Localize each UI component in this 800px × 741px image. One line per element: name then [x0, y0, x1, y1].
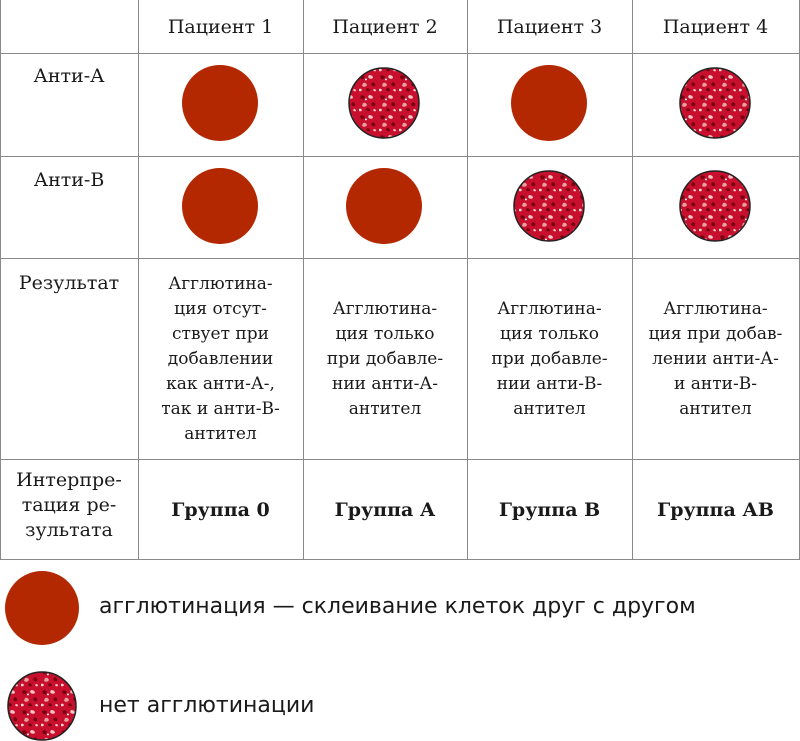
grid-line — [0, 559, 800, 560]
anti-b-patient-3-no-agglutination-circle — [514, 171, 584, 241]
result-text: Агглютина- ция только при добавле- нии анти-В- антител — [491, 298, 608, 419]
row-label-interpretation: Интерпре- тация ре- зультата — [16, 469, 122, 541]
group-patient-4: Группа АВ — [657, 498, 774, 521]
row-label-anti-a: Анти-А — [33, 65, 105, 87]
legend-agglutination-label: агглютинация — склеивание клеток друг с другом — [99, 594, 696, 619]
row-label-anti-b: Анти-В — [33, 169, 105, 191]
anti-a-patient-1-agglutination-circle — [182, 65, 258, 141]
result-patient-4 — [632, 259, 799, 459]
column-header-patient-1: Пациент 1 — [167, 15, 274, 38]
legend-icons — [0, 568, 90, 741]
result-patient-1 — [138, 259, 303, 459]
legend-no-agglutination-label: нет агглютинации — [99, 693, 315, 718]
result-text: Агглютина- ция только при добавле- нии анти-А- антител — [326, 298, 444, 419]
column-header-patient-3: Пациент 3 — [496, 15, 603, 38]
column-header-patient-4: Пациент 4 — [662, 15, 769, 38]
anti-a-patient-3-agglutination-circle — [511, 65, 587, 141]
anti-b-patient-2-agglutination-circle — [346, 168, 422, 244]
circle-layer — [138, 53, 799, 259]
column-header-patient-2: Пациент 2 — [332, 15, 438, 38]
group-patient-2: Группа А — [334, 498, 436, 521]
anti-b-patient-4-no-agglutination-circle — [680, 171, 750, 241]
result-text: Агглютина- ция при добав- лении анти-А- и анти-В- антител — [648, 298, 783, 419]
group-patient-3: Группа В — [498, 498, 601, 521]
row-label-result: Результат — [18, 272, 120, 294]
anti-a-patient-4-no-agglutination-circle — [680, 68, 750, 138]
anti-b-patient-1-agglutination-circle — [182, 168, 258, 244]
no-agglutination-circle-icon — [8, 672, 76, 740]
result-text: Агглютина- ция отсут- ствует при добавлении как анти-А-, так и анти-В- антител — [161, 273, 280, 444]
result-patient-2 — [303, 259, 467, 459]
result-patient-3 — [467, 259, 632, 459]
anti-a-patient-2-no-agglutination-circle — [349, 68, 419, 138]
group-patient-1: Группа 0 — [171, 498, 270, 521]
agglutination-circle-icon — [5, 571, 79, 645]
